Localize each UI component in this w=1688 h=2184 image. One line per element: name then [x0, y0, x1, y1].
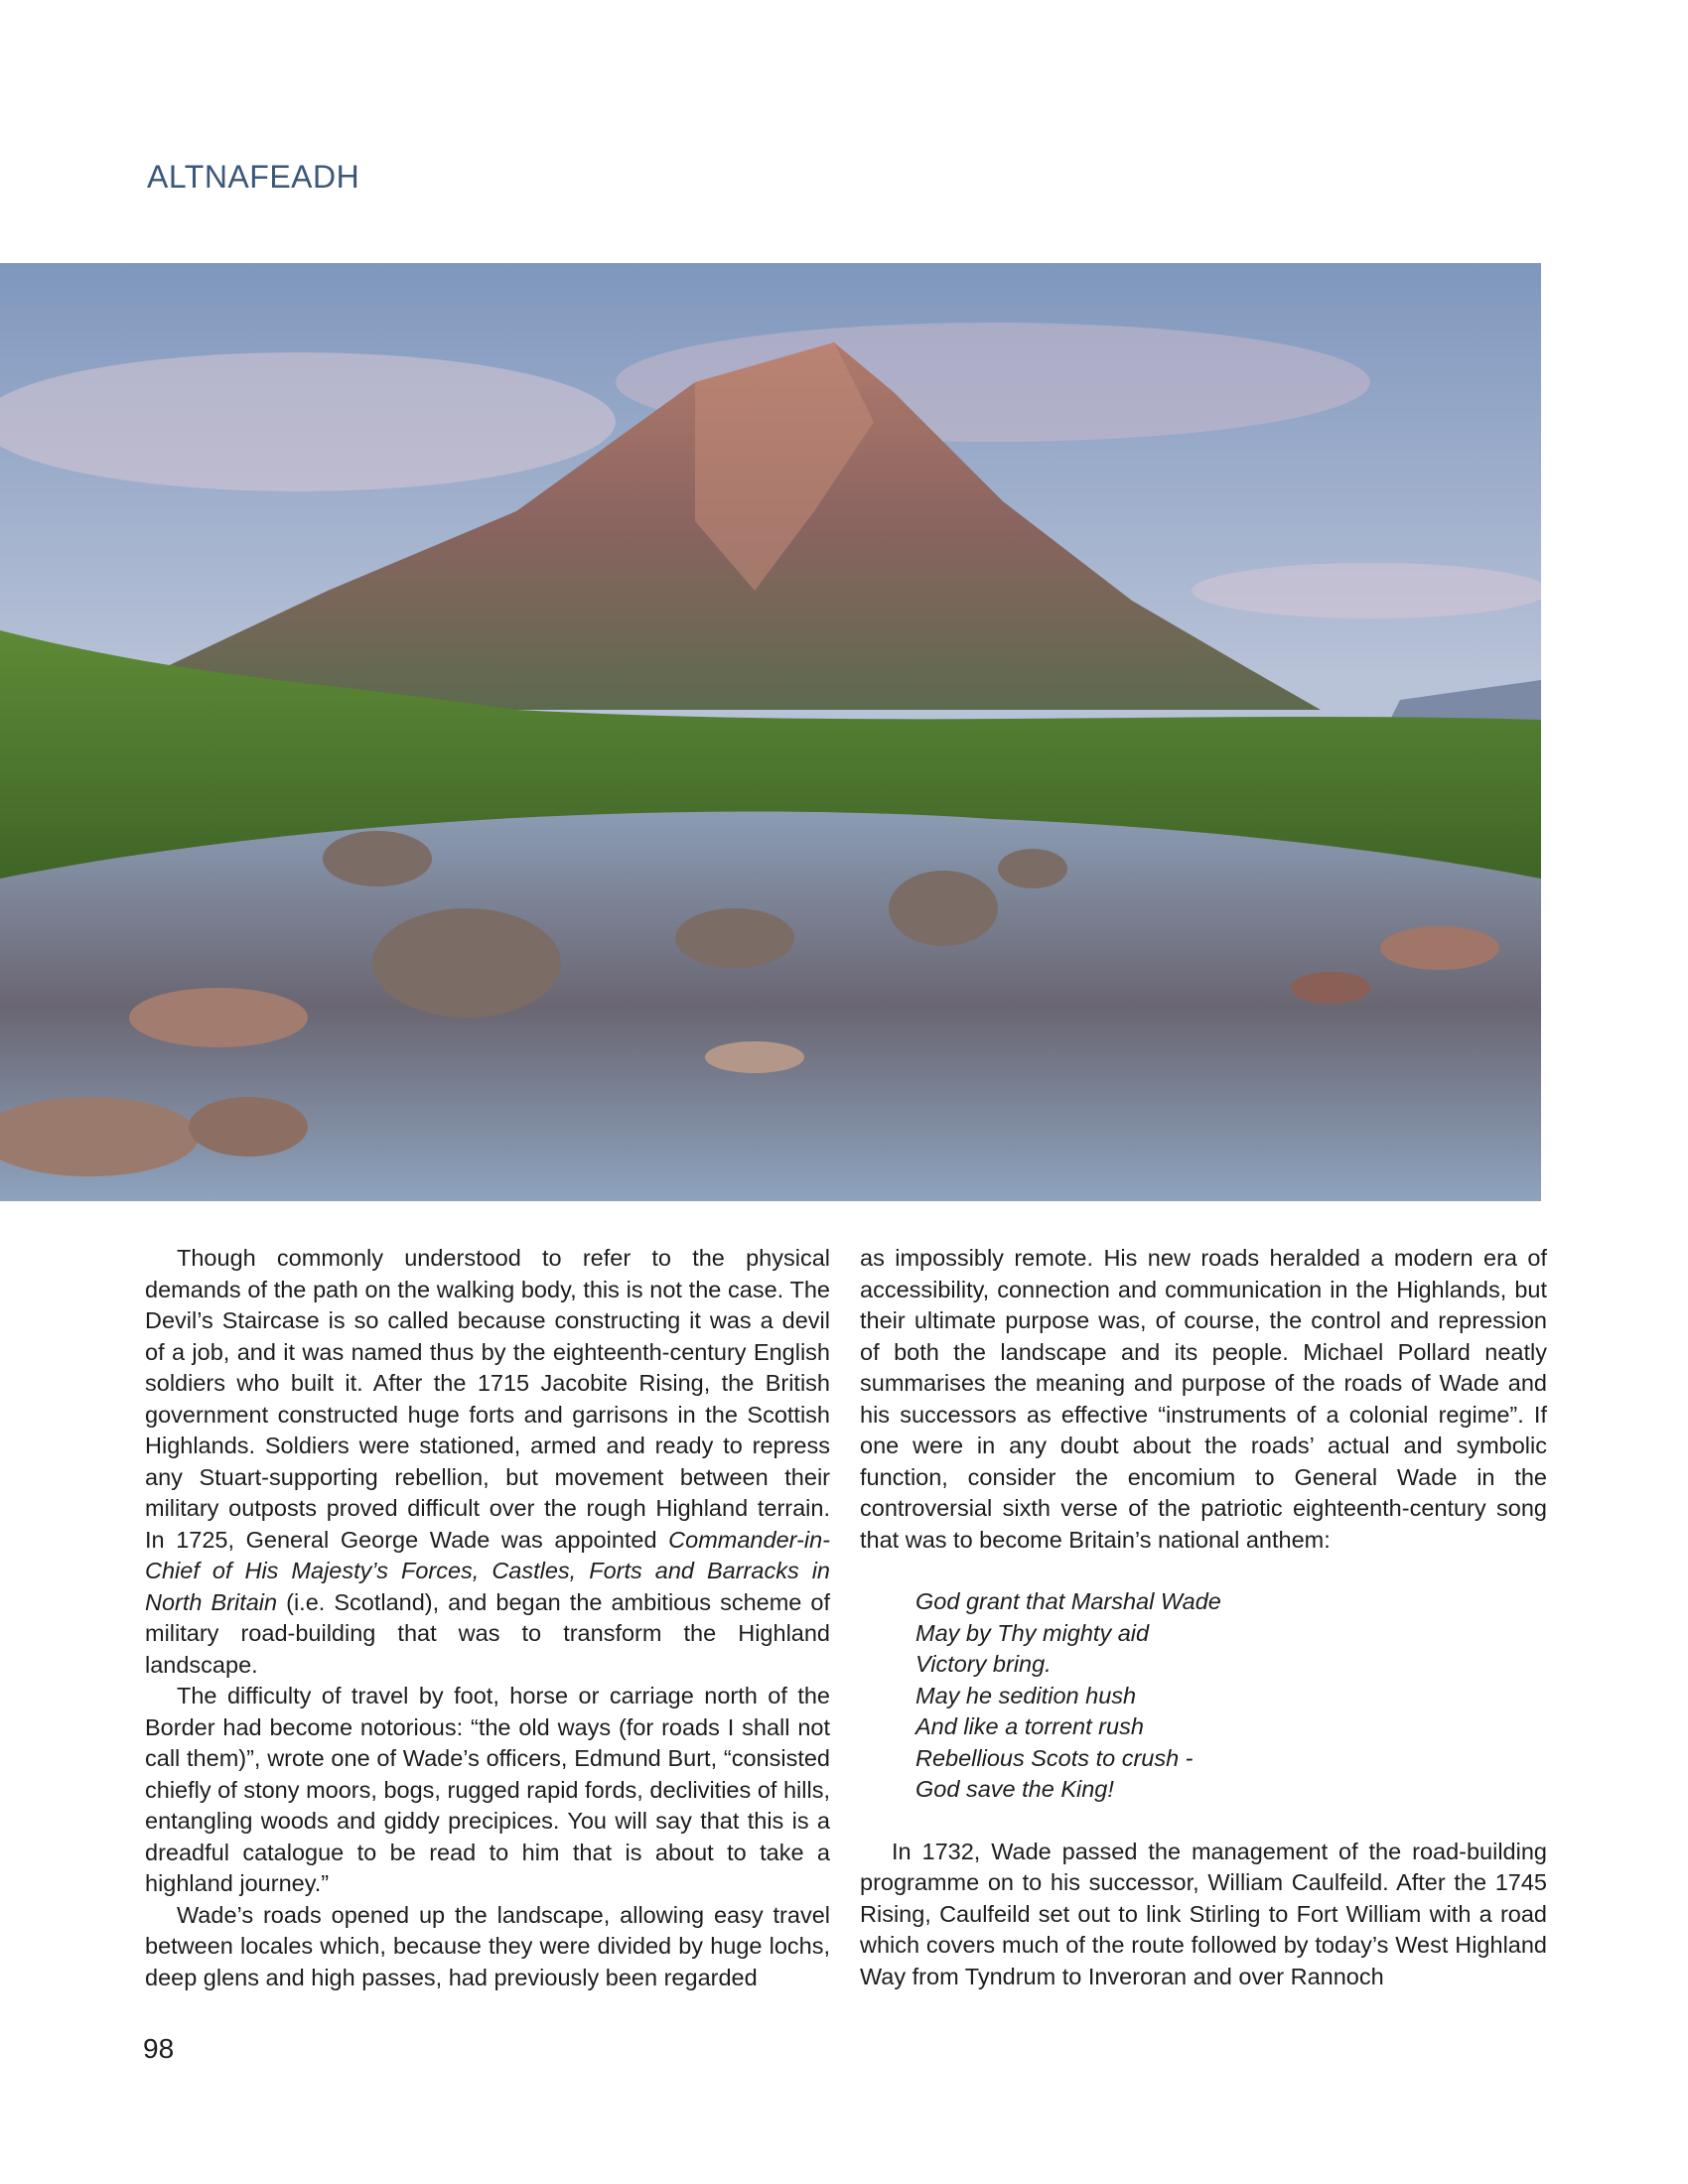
paragraph-text: Though commonly understood to refer to the physical demands of the path on the walking body, this is not the case. The Devil’s Staircase is so called because constructing it was a devil of a job, and it was named thus by the eighteenth-century English soldiers who built it. After the 1715 Jacobite Rising, the British government constructed huge forts and garrisons in the Scottish Highlands. Soldiers were stationed, armed and ready to repress any Stuart-supporting rebellion, but movement between their military outposts proved difficult over the rough Highland terrain. In 1725, General George Wade was appointed: [145, 1245, 830, 1553]
left-text-column: [145, 1243, 830, 1993]
verse-line: May by Thy mighty aid: [915, 1619, 1150, 1646]
paragraph-continued: as impossibly remote. His new roads heralded a modern era of accessibility, connection and communication in the Highlands, but their ultimate purpose was, of course, the control and repression of both the landscape and its people. Michael Pollard neatly summarises the meaning and purpose of the roads of Wade and his successors as effective “instruments of a colonial regime”. If one were in any doubt about the roads’ actual and symbolic function, consider the encomium to General Wade in the controversial sixth verse of the patriotic eighteenth-century song that was to become Britain’s national anthem:: [860, 1245, 1547, 1553]
verse-line: Rebellious Scots to crush -: [915, 1744, 1194, 1771]
paragraph: The difficulty of travel by foot, horse or carriage north of the Border had become notorious: “the old ways (for roads I shall not call them)”, wrote one of Wade’s officers, Edmund Burt, “consisted chiefly of stony moors, bogs, rugged rapid fords, declivities of hills, entangling woods and giddy precipices. You will say that this is a dreadful catalogue to be read to him that is about to take a highland journey.”: [145, 1683, 830, 1896]
verse-line: Victory bring.: [915, 1651, 1052, 1677]
paragraph: In 1732, Wade passed the management of the road-building programme on to his successor, William Caulfeild. After the 1745 Rising, Caulfeild set out to link Stirling to Fort William with a road which covers much of the route followed by today’s West Highland Way from Tyndrum to Inveroran and over Rannoch: [860, 1838, 1547, 1989]
verse-line: God save the King!: [915, 1776, 1114, 1802]
right-text-column: [860, 1243, 1547, 1992]
paragraph: [145, 1243, 830, 1681]
italic-title: Commander-in-Chief of His Majesty’s Forces, Castles, Forts and Barracks in North Britain: [145, 1526, 830, 1615]
verse-line: May he sedition hush: [915, 1682, 1137, 1708]
anthem-verse: [915, 1586, 1547, 1806]
landscape-illustration: [0, 263, 1541, 1201]
verse-line: And like a torrent rush: [915, 1713, 1144, 1739]
mountain-landscape-photo: [0, 263, 1541, 1201]
paragraph: Wade’s roads opened up the landscape, allowing easy travel between locales which, because they were divided by huge lochs, deep glens and high passes, had previously been regarded: [145, 1901, 830, 1990]
running-head: ALTNAFEADH: [147, 159, 360, 195]
cloud: [1192, 563, 1541, 618]
verse-line: God grant that Marshal Wade: [915, 1588, 1221, 1614]
cloud: [0, 352, 616, 491]
page-number: 98: [143, 2033, 175, 2064]
paragraph-text: (i.e. Scotland), and began the ambitious scheme of military road-building that was to transform the Highland landscape.: [145, 1588, 830, 1678]
